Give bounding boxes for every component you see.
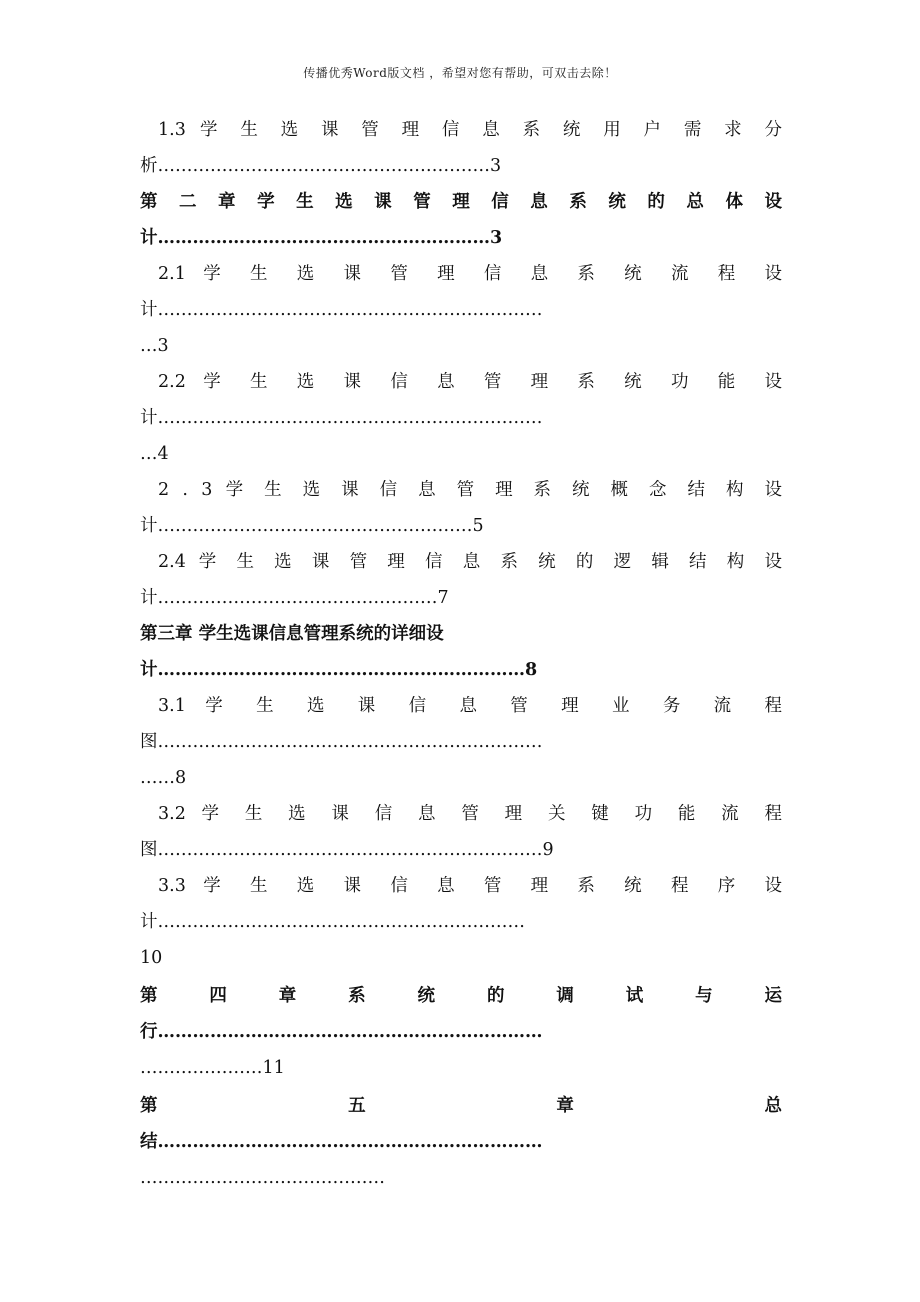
toc-entry-2-2-page: …4 [140, 444, 169, 464]
toc-entry-3-2-leader: 图…………………………………………………………9 [140, 840, 554, 860]
toc-chapter-5-leader: 结………………………………………………………… [140, 1132, 543, 1152]
toc-entry-2-3-leader: 计………………………………………………5 [140, 516, 484, 536]
toc-entry-2-2-leader: 计………………………………………………………… [140, 408, 543, 428]
toc-entry-3-1-page: ……8 [140, 768, 187, 788]
toc-entry-1-3-leader: 析…………………………………………………3 [140, 156, 502, 176]
toc-entry-2-1-leader: 计………………………………………………………… [140, 300, 543, 320]
toc-chapter-2-leader: 计…………………………………………………3 [140, 228, 503, 248]
page-header-note: 传播优秀Word版文档 ，希望对您有帮助，可双击去除！ [303, 66, 617, 80]
toc-entry-3-3-leader: 计……………………………………………………… [140, 912, 525, 932]
toc-chapter-4-leader: 行………………………………………………………… [140, 1022, 543, 1042]
toc-entry-3-1-title: 3.1 学 生 选 课 信 息 管 理 业 务 流 程 [158, 696, 782, 716]
toc-chapter-3-leader: 计………………………………………………………8 [140, 660, 538, 680]
toc-entry-2-4-title: 2.4 学 生 选 课 管 理 信 息 系 统 的 逻 辑 结 构 设 [158, 552, 782, 572]
toc-chapter-5-title: 第 五 章 总 [140, 1096, 782, 1116]
toc-entry-2-1-page: …3 [140, 336, 169, 356]
toc-chapter-5-continued: …………………………………… [140, 1168, 385, 1188]
toc-entry-2-4-leader: 计…………………………………………7 [140, 588, 449, 608]
toc-entry-3-3-title: 3.3 学 生 选 课 信 息 管 理 系 统 程 序 设 [158, 876, 782, 896]
toc-entry-2-2-title: 2.2 学 生 选 课 信 息 管 理 系 统 功 能 设 [158, 372, 782, 392]
toc-entry-3-2-title: 3.2 学 生 选 课 信 息 管 理 关 键 功 能 流 程 [158, 804, 782, 824]
toc-chapter-4-page: …………………11 [140, 1058, 285, 1078]
toc-chapter-2-title: 第 二 章 学 生 选 课 管 理 信 息 系 统 的 总 体 设 [140, 192, 782, 212]
toc-entry-1-3-title: 1.3 学 生 选 课 管 理 信 息 系 统 用 户 需 求 分 [158, 120, 782, 140]
toc-chapter-3-title: 第三章 学生选课信息管理系统的详细设 [140, 624, 444, 644]
toc-entry-3-1-leader: 图………………………………………………………… [140, 732, 543, 752]
toc-entry-2-1-title: 2.1 学 生 选 课 管 理 信 息 系 统 流 程 设 [158, 264, 782, 284]
toc-entry-2-3-title: 2 . 3 学 生 选 课 信 息 管 理 系 统 概 念 结 构 设 [158, 480, 782, 500]
toc-entry-3-3-page: 10 [140, 948, 163, 968]
toc-chapter-4-title: 第 四 章 系 统 的 调 试 与 运 [140, 986, 782, 1006]
